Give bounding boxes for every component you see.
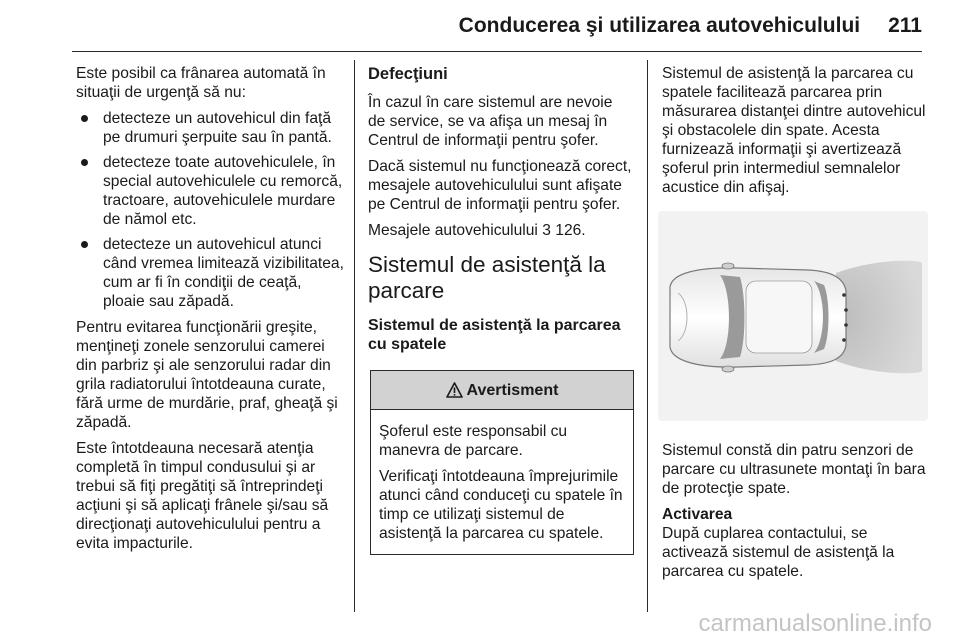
warning-box	[370, 370, 634, 555]
warning-title: Avertisment	[466, 381, 559, 399]
parking-sensor	[844, 323, 848, 327]
system-description: Sistemul de asistenţă la parcarea cu spatele facilitează parcarea prin măsurarea distanţei dintre autovehicul şi obstacolele din spate. Acesta furnizează informaţii şi avertizează şoferul prin intermediul semnalelor acustice din afişaj.	[662, 65, 926, 196]
warning-text-1: Şoferul este responsabil cu manevra de parcare.	[379, 423, 568, 459]
activation-heading: Activarea	[662, 506, 733, 523]
page-ref-arrow-icon: 3	[542, 222, 551, 239]
column-divider-left	[354, 60, 355, 612]
page-header	[459, 6, 922, 46]
chapter-title: Conducerea şi utilizarea autovehiculului	[458, 14, 861, 37]
column-divider-right	[647, 60, 648, 612]
warning-header	[371, 371, 633, 410]
subsection-title: Sistemul de asistenţă la parcarea cu spatele	[368, 317, 621, 353]
car-roof	[746, 281, 812, 353]
warning-triangle-icon	[446, 382, 463, 398]
parking-sensor	[844, 308, 848, 312]
attention-text: Este întotdeauna necesară atenţia completă în timpul condusului şi ar trebui să fiţi pregătiţi să întreprindeţi acţiuni şi să aplicaţi frânele şi/sau să direcţionaţi autovehiculului pentru a evita impacturile.	[76, 440, 329, 552]
warning-body	[371, 410, 633, 554]
page-number: 211	[888, 14, 922, 37]
list-item: detecteze toate autovehiculele, în special autovehiculele cu remorcă, tractoare, autovehiculele murdare de nămol etc.	[76, 153, 344, 229]
column-3	[662, 64, 928, 588]
parking-sensor-illustration	[658, 211, 928, 421]
intro-text: Este posibil ca frânarea automată în situaţii de urgenţă să nu:	[76, 65, 326, 101]
faults-text-1: În cazul în care sistemul are nevoie de service, se va afişa un mesaj în Centrul de informaţii pentru şofer.	[368, 94, 613, 149]
header-rule	[72, 51, 922, 52]
column-2	[368, 64, 634, 555]
parking-sensor	[842, 293, 846, 297]
column-1	[76, 64, 344, 560]
car-mirror-left	[722, 263, 734, 269]
list-item: detecteze un autovehicul din faţă pe drumuri şerpuite sau în pantă.	[76, 109, 344, 147]
faults-text-2: Dacă sistemul nu funcţionează corect, mesajele autovehiculului sunt afişate pe Centrul de informaţii pentru şofer.	[368, 158, 632, 213]
parking-sensor	[842, 338, 846, 342]
faults-heading: Defecţiuni	[368, 65, 448, 83]
limitations-list	[76, 109, 344, 311]
list-item: detecteze un autovehicul atunci când vremea limitează vizibilitatea, cum ar fi în condiţii de ceaţă, ploaie sau zăpadă.	[76, 235, 344, 311]
sensor-cleaning-text: Pentru evitarea funcţionării greşite, menţineţi zonele senzorului camerei din parbriz şi ale senzorului radar din grila radiatorului întotdeauna curate, fără urme de murdărie, praf, gheaţă şi zăpadă.	[76, 319, 338, 431]
watermark: carmanualsonline.info	[698, 610, 932, 637]
vehicle-messages-ref: Mesajele autovehiculului 3 126.	[368, 222, 586, 239]
warning-text-2: Verificaţi întotdeauna împrejurimile atunci când conduceţi cu spatele în timp ce utilizaţi sistemul de asistenţă la parcarea cu spatele.	[379, 468, 623, 542]
section-title: Sistemul de asistenţă la parcare	[368, 252, 606, 303]
detection-zone	[836, 261, 922, 374]
sensor-description: Sistemul constă din patru senzori de parcare cu ultrasunete montaţi în bara de protecţie spate.	[662, 442, 926, 497]
activation-text: După cuplarea contactului, se activează sistemul de asistenţă la parcarea cu spatele.	[662, 525, 895, 580]
car-mirror-right	[722, 366, 734, 372]
page-ref-link[interactable]: 126.	[555, 222, 586, 239]
